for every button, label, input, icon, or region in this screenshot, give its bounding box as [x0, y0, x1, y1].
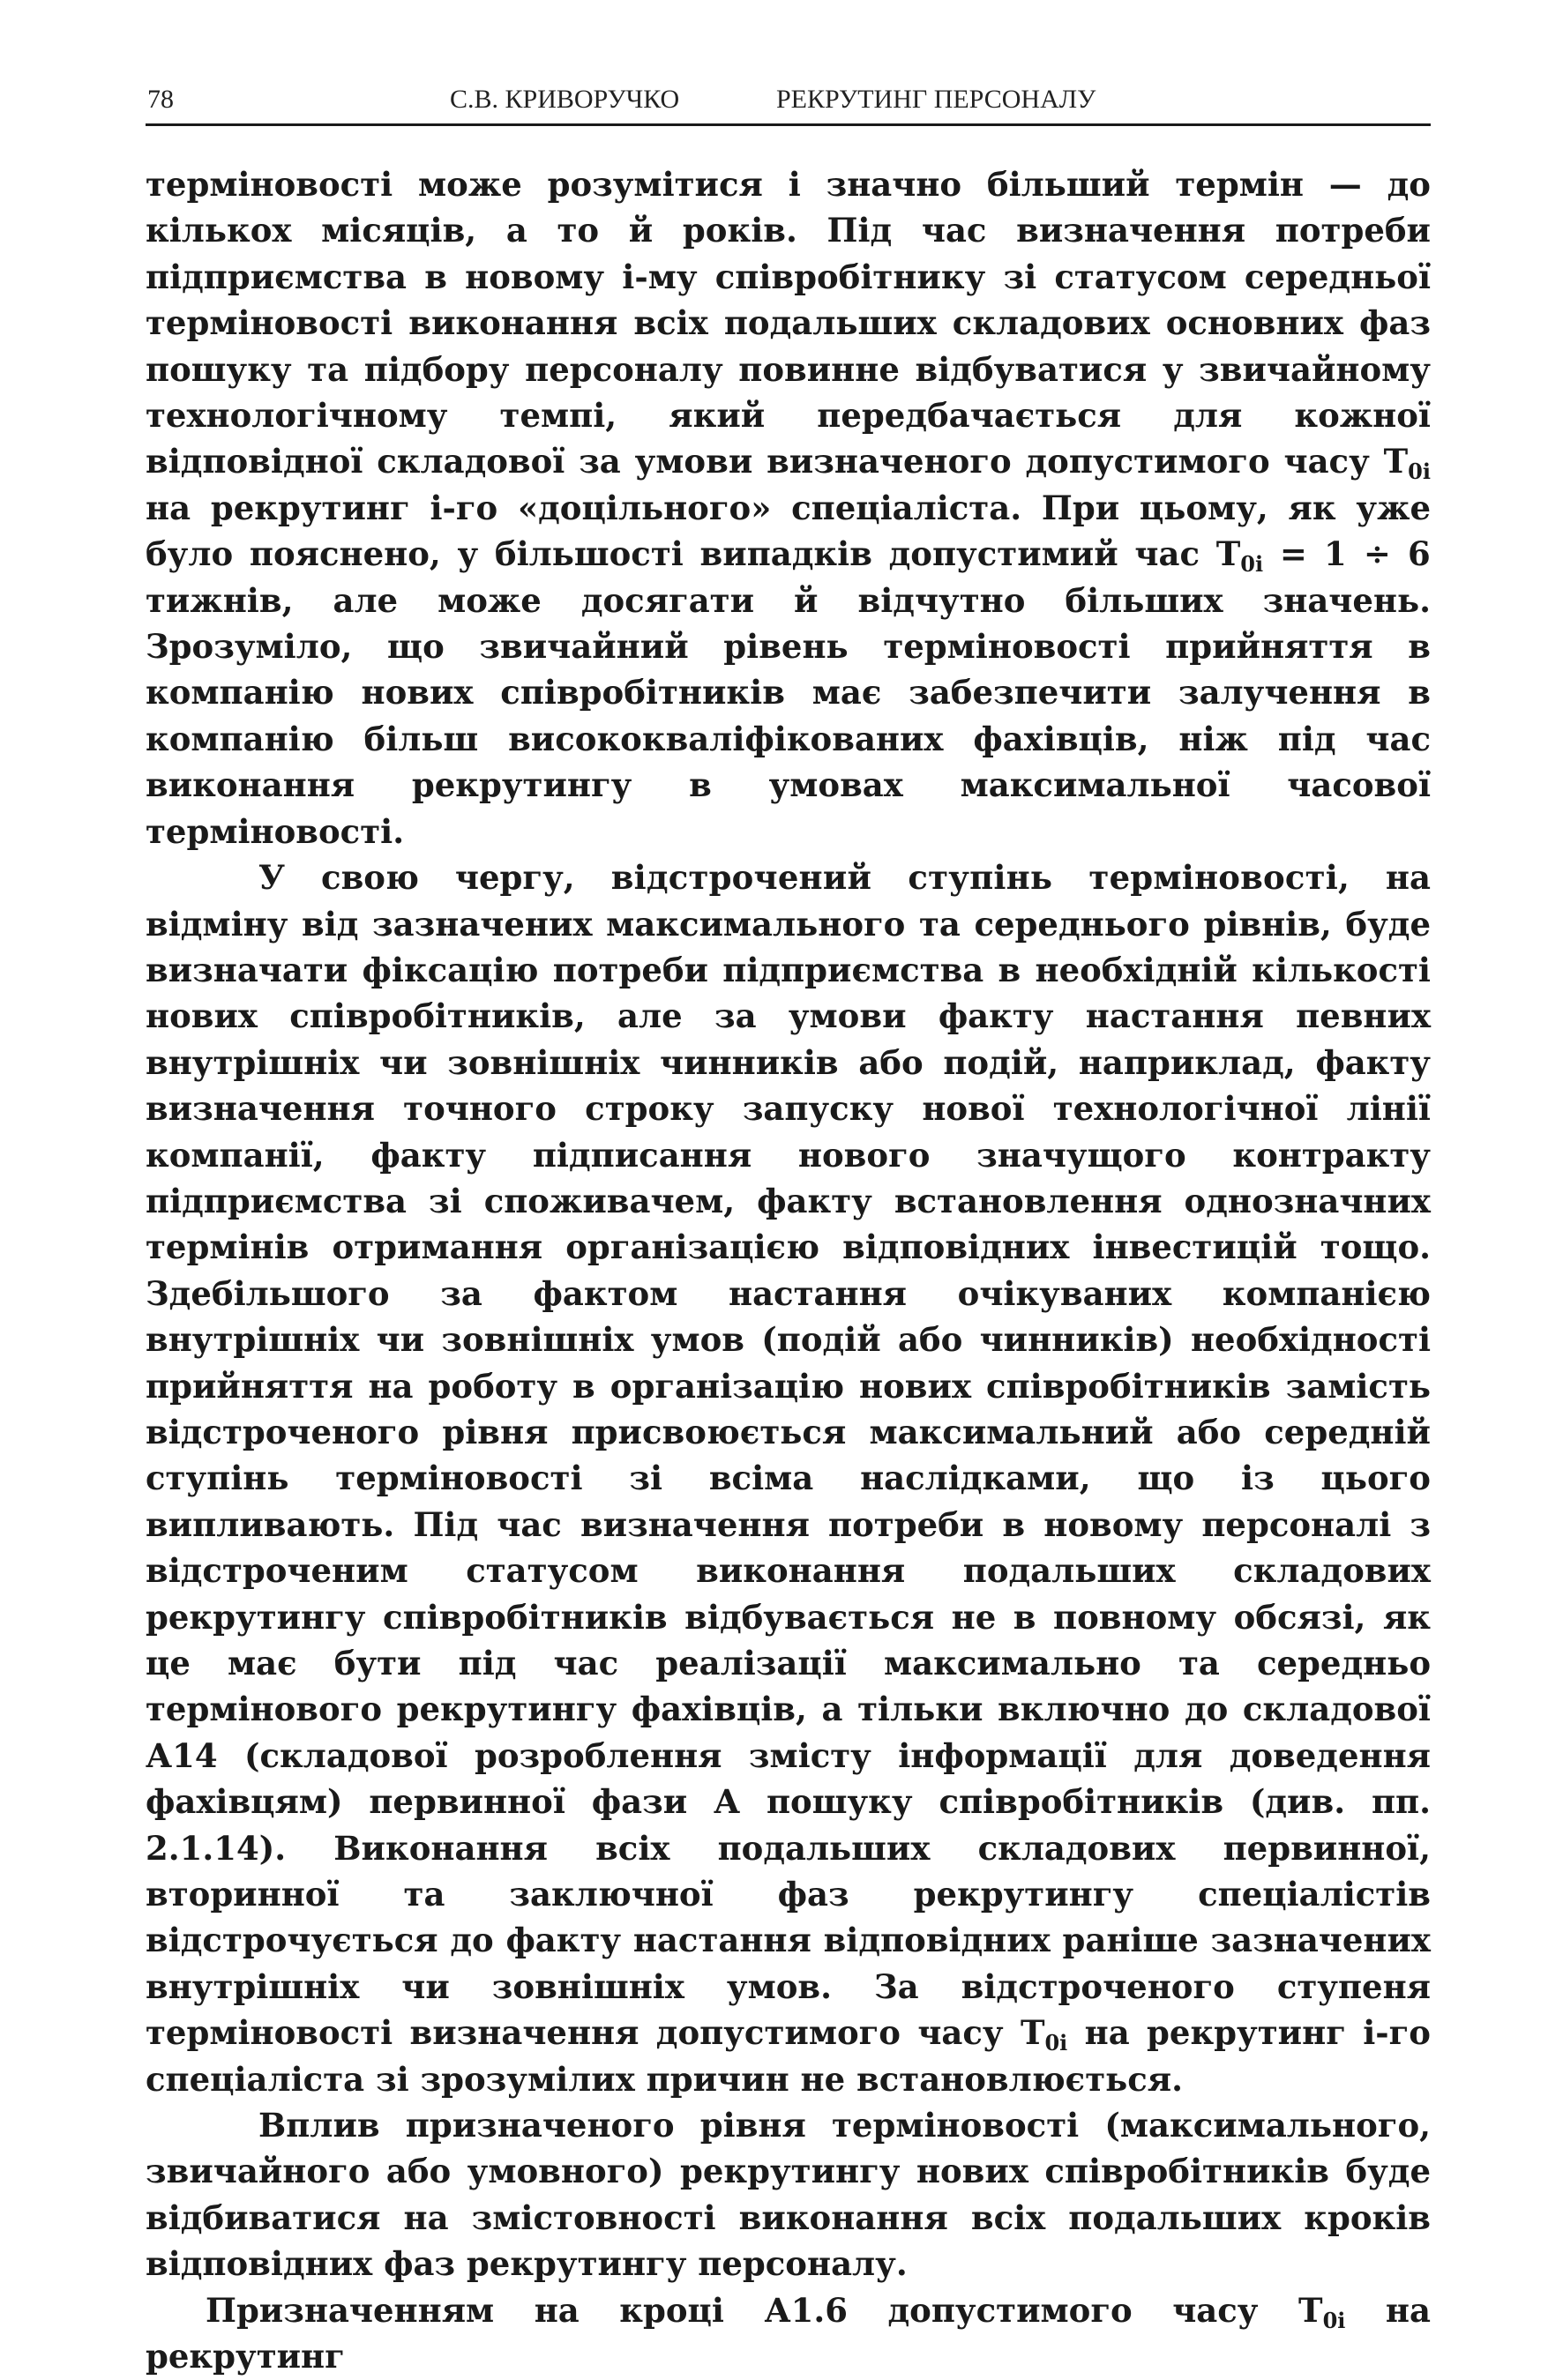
symbol-t: T — [1020, 2013, 1045, 2053]
book-page — [146, 81, 1431, 2376]
paragraph-1-text-b: на рекрутинг і-го «доцільного» спеціаліста. При цьому, як уже було пояснено, у більшості випадків допустимий час — [146, 488, 1431, 574]
paragraph-4-text-b: на рекрутинг — [146, 2290, 1431, 2376]
symbol-t: T — [1298, 2290, 1323, 2330]
running-head-author: С.В. КРИВОРУЧКО — [450, 85, 680, 114]
running-head — [146, 81, 1431, 126]
symbol-subscript: 0i — [1408, 459, 1431, 485]
paragraph-1-text-a: терміновості може розумітися і значно більший термін — до кількох місяців, а то й років. Під час визначення потреби підприємства в новому і-му співробітнику зі статусом середньої терміновості виконання всіх подальших складових основних фаз пошуку та підбору персоналу повинне відбуватися у звичайному технологічному темпі, який передбачається для кожної відповідної складової за умови визначеного допустимого часу — [146, 165, 1431, 481]
symbol-t0i — [1020, 2013, 1068, 2056]
paragraph-4 — [146, 2287, 1431, 2380]
paragraph-2-text-a: У свою чергу, — [258, 858, 575, 898]
symbol-t0i — [1383, 442, 1431, 485]
symbol-t: T — [1383, 442, 1409, 481]
equation-range: = 1 ÷ 6 — [1279, 534, 1431, 574]
symbol-t: T — [1215, 534, 1241, 574]
symbol-subscript: 0i — [1322, 2307, 1346, 2333]
paragraph-2-text-b: , на відміну від зазначених максимального та середнього рівнів, буде визначати фіксацію потреби підприємства в необхідній кількості нових співробітників, але за умови факту настання певних внутрішніх чи зовнішніх чинників або подій, наприклад, факту визначення точного строку запуску нової технологічної лінії компанії, факту підписання нового значущого контракту підприємства зі споживачем, факту встановлення однозначних термінів отримання організацією відповідних інвестицій тощо. Здебільшого за фактом настання очікуваних компанією внутрішніх чи зовнішніх умов (подій або чинників) необхідності прийняття на роботу в організацію нових співробітників замість відстроченого рівня присвоюється максимальний або середній ступінь терміновості зі всіма наслідками, що із цього випливають. Під час визначення потреби в новому персоналі з відстроченим статусом виконання подальших складових рекрутингу співробітників відбувається не в повному обсязі, як це має бути під час реалізації максимально та середньо термінового рекрутингу фахівців, а тільки включно до складової А14 (складової розроблення змісту інформації для доведення фахівцям) первинної фази А пошуку співробітників (див. пп. 2.1.14). Виконання всіх подальших складових первинної, вторинної та заключної фаз рекрутингу спеціалістів відстрочується до факту настання відповідних раніше зазначених внутрішніх чи зовнішніх умов. За відстроченого ступеня терміновості визначення допустимого часу — [146, 858, 1431, 2053]
bold-term: відстрочений ступінь терміновості — [610, 858, 1339, 898]
paragraph-1 — [146, 161, 1431, 854]
page-number: 78 — [147, 85, 174, 114]
paragraph-1-text-c: тижнів, але може досягати й відчутно більших значень. Зрозуміло, що звичайний рівень терміновості прийняття в компанію нових співробітників має забезпечити залучення в компанію більш висококваліфікованих фахівців, ніж під час виконання рекрутингу в умовах максимальної часової терміновості. — [146, 580, 1431, 851]
symbol-subscript: 0i — [1044, 2030, 1068, 2056]
paragraph-3-text: Вплив призначеного рівня терміновості (максимального, звичайного або умовного) рекрутингу нових співробітників буде відбиватися на змістовності виконання всіх подальших кроків відповідних фаз рекрутингу персоналу. — [146, 2106, 1431, 2284]
paragraph-4-text-a: Призначенням на кроці А1.6 допустимого часу — [206, 2290, 1259, 2330]
symbol-subscript: 0i — [1240, 551, 1264, 578]
paragraph-2 — [146, 854, 1431, 2102]
symbol-t0i — [1215, 534, 1264, 578]
symbol-t0i — [1298, 2290, 1346, 2333]
body-text — [146, 161, 1431, 2380]
running-head-title: РЕКРУТИНГ ПЕРСОНАЛУ — [776, 85, 1096, 114]
paragraph-3 — [146, 2102, 1431, 2287]
paragraph-2-text-c: на рекрутинг і-го спеціаліста зі зрозумілих причин не встановлюється. — [146, 2013, 1431, 2099]
